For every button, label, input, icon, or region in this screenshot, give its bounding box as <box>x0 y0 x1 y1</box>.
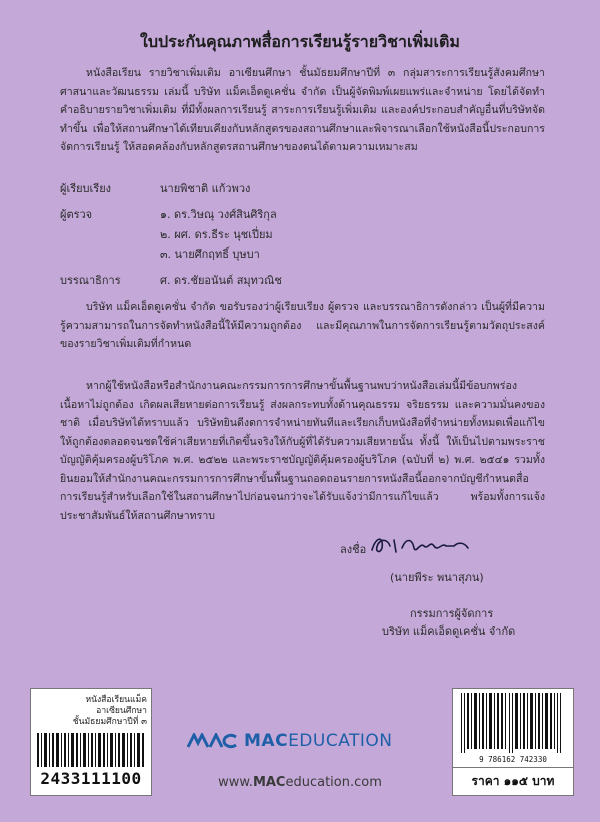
mac-logo-icon <box>186 733 240 749</box>
reviewer-3: ๓. นายศึกฤทธิ์ บุษบา <box>160 248 260 261</box>
intro-paragraph: หนังสือเรียน รายวิชาเพิ่มเติม อาเซียนศึกษา ชั้นมัธยมศึกษาปีที่ ๓ กลุ่มสาระการเรียนรู้สังคมศึกษา ศาสนาและวัฒนธรรม เล่มนี้ บริษัท แม็คเอ็ดดูเคชั่น จำกัด เป็นผู้จัดพิมพ์เผยแพร่และจำหน่าย โดยได้จัดทำคำอธิบายรายวิชาเพิ่มเติม ที่มีทั้งผลการเรียนรู้ สาระการเรียนรู้เพิ่มเติม และองค์ประกอบสำคัญอื่นที่บริษัทจัดทำขึ้น เพื่อให้สถานศึกษาได้เทียบเคียงกับหลักสูตรของสถานศึกษาและพิจารณาเลือกใช้หนังสือนี้ประกอบการจัดการเรียนรู้ ให้สอดคล้องกับหลักสูตรสถานศึกษาของตนได้ตามความเหมาะสม <box>60 67 545 153</box>
author-name: นายพิชาติ แก้วพวง <box>160 182 251 195</box>
reviewer-1: ๑. ดร.วิษณุ วงศ์สินศิริกุล <box>160 208 277 221</box>
price: ราคา ๑๑๕ บาท <box>453 767 573 796</box>
product-code: 2433111100 <box>40 769 142 788</box>
signature-image <box>368 532 478 558</box>
document-title: ใบประกันคุณภาพสื่อการเรียนรู้รายวิชาเพิ่มเติม <box>140 32 460 51</box>
isbn-price-label <box>452 688 574 796</box>
reviewer-2: ๒. ผศ. ดร.ธีระ นุชเปี่ยม <box>160 228 273 241</box>
product-barcode <box>37 733 145 767</box>
signature-label: ลงชื่อ <box>340 543 367 556</box>
signatory-company: บริษัท แม็คเอ็ดดูเคชั่น จำกัด <box>382 625 516 638</box>
liability-paragraph: หากผู้ใช้หนังสือหรือสำนักงานคณะกรรมการการศึกษาขั้นพื้นฐานพบว่าหนังสือเล่มนี้มีข้อบกพร่อง เนื้อหาไม่ถูกต้อง เกิดผลเสียหายต่อการเรียนรู้ ส่งผลกระทบทั้งด้านคุณธรรม จริยธรรม และความมั่นคงของชาติ เมื่อบริษัทได้ทราบแล้ว บริษัทยินดีงดการจำหน่ายทันทีและเรียกเก็บหนังสือที่จำหน่ายทั้งหมดเพื่อแก้ไขให้ถูกต้องตลอดจนชดใช้ค่าเสียหายที่เกิดขึ้นจริงให้กับผู้ที่ได้รับความเสียหายนั้น ทั้งนี้ ให้เป็นไปตามพระราชบัญญัติคุ้มครองผู้บริโภค พ.ศ. ๒๕๒๒ และพระราชบัญญัติคุ้มครองผู้บริโภค (ฉบับที่ ๒) พ.ศ. ๒๕๔๑ รวมทั้งยินยอมให้สำนักงานคณะกรรมการการศึกษาขั้นพื้นฐานถอดถอนรายการหนังสือนี้ออกจากบัญชีกำหนดสื่อการเรียนรู้สำหรับเลือกใช้ในสถานศึกษาไปก่อนจนกว่าจะได้รับแจ้งว่ามีการแก้ไขแล้ว พร้อมทั้งการแจ้งประชาสัมพันธ์ให้สถานศึกษาทราบ <box>60 380 545 522</box>
isbn-number: 9 786162 742330 <box>479 755 547 764</box>
signatory-position: กรรมการผู้จัดการ <box>410 607 494 620</box>
label-line-1: หนังสือเรียนแม็ค <box>85 695 147 705</box>
logo-wordmark-bold: MAC <box>244 731 289 751</box>
site-bold: MAC <box>252 775 286 790</box>
site-rest: education.com <box>285 775 382 790</box>
signatory-name: (นายพีระ พนาสุภน) <box>390 571 484 584</box>
isbn-barcode <box>459 693 567 753</box>
certification-paragraph: บริษัท แม็คเอ็ดดูเคชั่น จำกัด ขอรับรองว่าผู้เรียบเรียง ผู้ตรวจ และบรรณาธิการดังกล่าว เป็นผู้ที่มีความรู้ความสามารถในการจัดทำหนังสือนี้ให้มีความถูกต้อง และมีคุณภาพในการจัดการเรียนรู้ตามวัตถุประสงค์ของรายวิชาเพิ่มเติมที่กำหนด <box>60 301 545 350</box>
editor-label: บรรณาธิการ <box>60 274 121 287</box>
brand-logo <box>186 731 393 751</box>
label-line-2: อาเซียนศึกษา <box>96 706 147 716</box>
logo-wordmark-rest: EDUCATION <box>288 731 393 751</box>
label-line-3: ชั้นมัธยมศึกษาปีที่ ๓ <box>72 717 147 727</box>
editor-name: ศ. ดร.ชัยอนันต์ สมุทวณิช <box>160 274 282 287</box>
author-label: ผู้เรียบเรียง <box>60 182 112 195</box>
logo-wordmark <box>244 731 393 751</box>
reviewer-label: ผู้ตรวจ <box>60 208 93 221</box>
site-prefix: www. <box>218 775 253 790</box>
